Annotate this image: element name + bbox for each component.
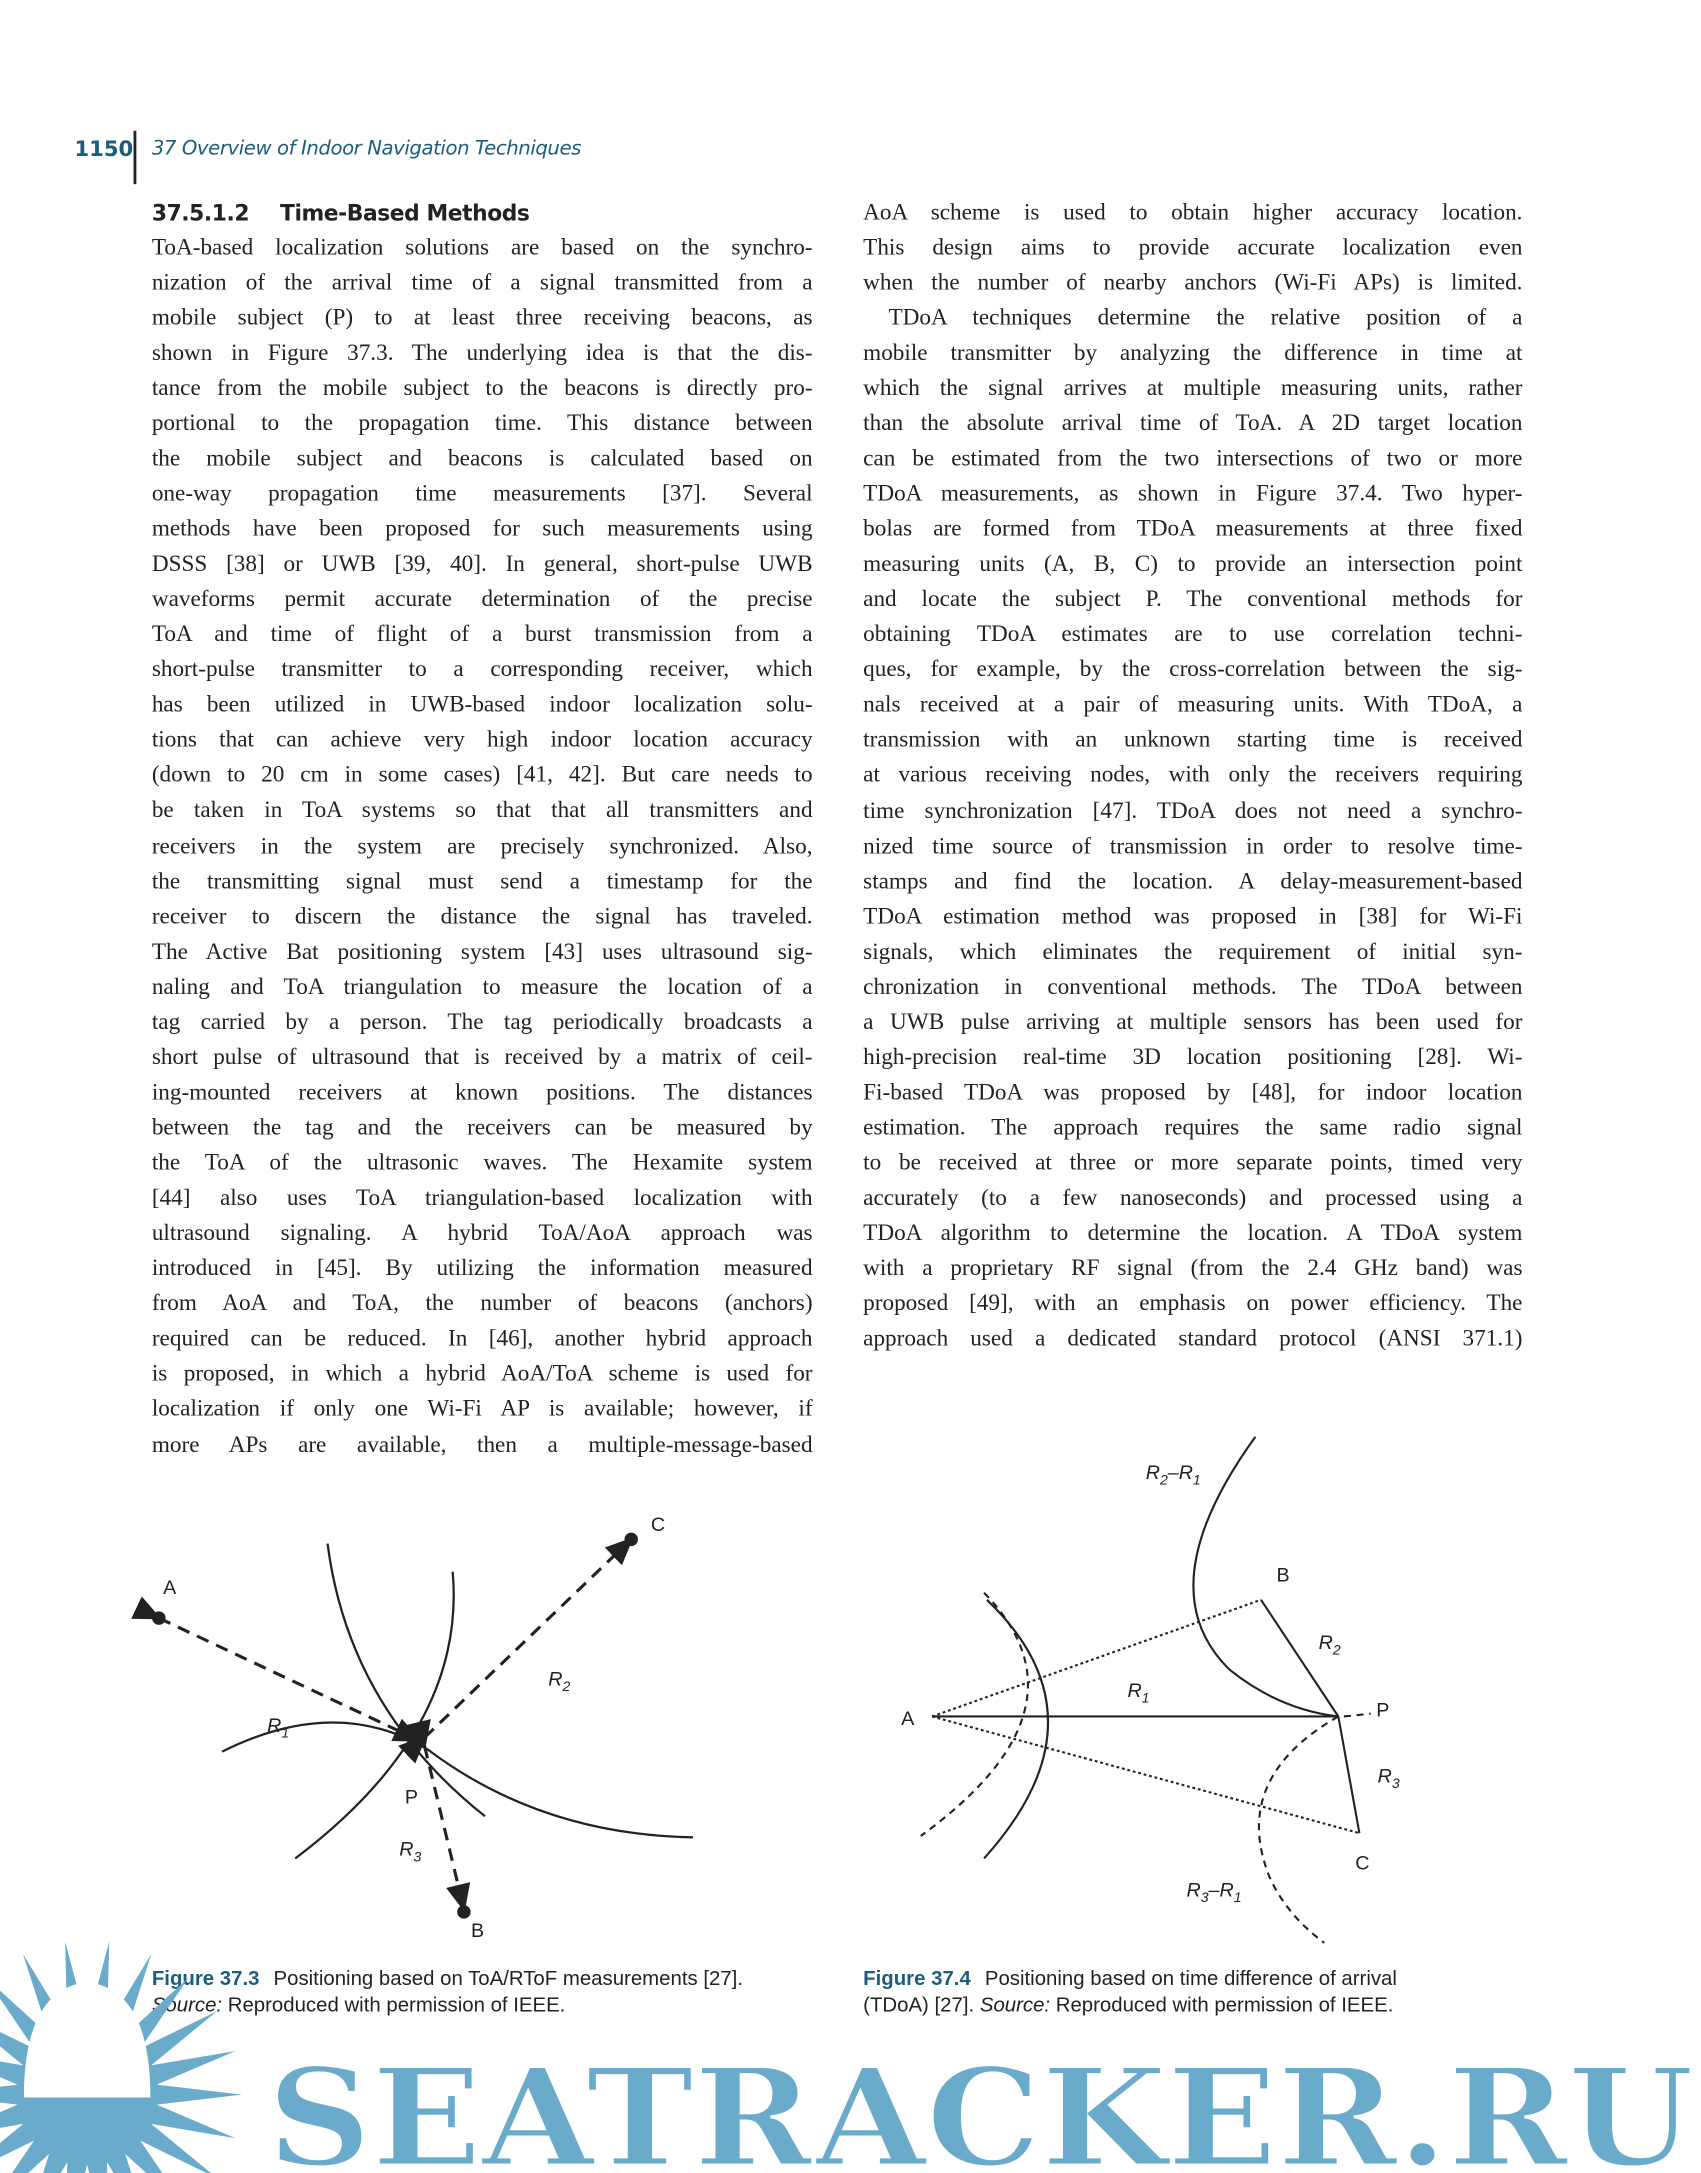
text-line: ques, for example, by the cross-correlation between the sig- [863,655,1523,683]
text-line: has been utilized in UWB-based indoor localization solu- [151,690,813,718]
text-line: estimation. The approach requires the same radio signal [863,1113,1523,1141]
text-line: proposed [49], with an emphasis on power efficiency. The [863,1289,1523,1317]
watermark-text: SEATRACKER.RU [267,2037,1694,2173]
section-title: Time-Based Methods [280,201,530,227]
text-line: ToA and time of flight of a burst transmission from a [151,620,813,647]
label-r2-r1: $R_2-R_1$ [1145,1461,1201,1488]
text-line: short-pulse transmitter to a corresponding receiver, which [151,655,813,683]
text-line: TDoA measurements, as shown in Figure 37.4. Two hyper- [863,479,1523,507]
text-line: approach used a dedicated standard protocol (ANSI 371.1) [863,1324,1523,1352]
text-line: naling and ToA triangulation to measure the location of a [151,972,813,1000]
text-line: short pulse of ultrasound that is received by a matrix of ceil- [151,1042,813,1070]
text-line: be taken in ToA systems so that that all transmitters and [151,796,813,824]
text-line: Fi-based TDoA was proposed by [48], for indoor location [863,1078,1523,1105]
text-line: the mobile subject and beacons is calculated based on [151,444,813,471]
text-line: TDoA techniques determine the relative position of a [888,303,1523,330]
text-line: accurately (to a few nanoseconds) and processed using a [863,1183,1523,1211]
text-line: receiver to discern the distance the signal has traveled. [151,901,813,929]
text-line: The Active Bat positioning system [43] uses ultrasound sig- [151,937,813,964]
text-line: tag carried by a person. The tag periodically broadcasts a [151,1007,813,1035]
label-r1: $R_1$ [267,1714,290,1741]
text-line: a UWB pulse arriving at multiple sensors has been used for [863,1007,1523,1035]
caption-label: Figure 37.4 [863,1968,971,1991]
text-line: time synchronization [47]. TDoA does not need a synchro- [863,796,1523,824]
text-line: This design aims to provide accurate localization even [863,232,1523,260]
label-r2: $R_2$ [548,1668,571,1695]
label-b: B [470,1920,485,1943]
text-line: shown in Figure 37.3. The underlying idea is that the dis- [151,338,813,366]
text-line: is proposed, in which a hybrid AoA/ToA scheme is used for [151,1359,813,1387]
label-a: A [901,1707,915,1730]
label-r3: $R_3$ [1377,1765,1400,1792]
label-r2: $R_2$ [1318,1632,1341,1658]
label-c: C [1355,1852,1370,1875]
text-line: stamps and find the location. A delay-measurement-based [863,866,1523,894]
label-a: A [163,1577,177,1600]
label-b: B [1276,1564,1290,1587]
text-line: nization of the arrival time of a signal transmitted from a [151,267,813,295]
text-line: (down to 20 cm in some cases) [41, 42]. But care needs to [151,761,813,788]
text-line: chronization in conventional methods. The TDoA between [863,972,1523,1000]
text-line: ing-mounted receivers at known positions. The distances [151,1078,813,1105]
text-line: localization if only one Wi-Fi AP is available; however, if [151,1395,813,1422]
label-c: C [650,1513,666,1536]
text-line: obtaining TDoA estimates are to use correlation techni- [863,620,1523,647]
label-r1: $R_1$ [1127,1679,1150,1706]
figure-37-3-caption: Figure 37.3 Positioning based on ToA/RToF measurements [27]. Source: Reproduced with permission of IEEE. [151,1968,744,2018]
text-line: measuring units (A, B, C) to provide an intersection point [863,549,1523,577]
label-p: P [1376,1699,1390,1722]
text-line: signals, which eliminates the requirement of initial syn- [863,937,1523,965]
text-line: nized time source of transmission in order to resolve time- [863,831,1523,859]
label-r3-r1: $R_3-R_1$ [1186,1879,1242,1906]
text-line: methods have been proposed for such measurements using [151,514,813,542]
text-line: and locate the subject P. The conventional methods for [863,585,1523,612]
text-line: high-precision real-time 3D location positioning [28]. Wi- [863,1043,1523,1070]
text-line: mobile subject (P) to at least three receiving beacons, as [151,303,813,330]
section-number: 37.5.1.2 [151,201,250,227]
text-line: more APs are available, then a multiple-message-based [151,1430,813,1458]
text-line: bolas are formed from TDoA measurements at three fixed [863,514,1523,542]
text-line: nals received at a pair of measuring units. With TDoA, a [863,690,1523,718]
text-line: tions that can achieve very high indoor location accuracy [151,725,813,753]
text-line: ToA-based localization solutions are based on the synchro- [151,232,813,260]
text-line: required can be reduced. In [46], another hybrid approach [151,1324,813,1352]
text-line: ultrasound signaling. A hybrid ToA/AoA approach was [151,1219,813,1246]
running-header: 37 Overview of Indoor Navigation Techniques [151,137,582,161]
text-line: between the tag and the receivers can be measured by [151,1113,813,1141]
text-line: to be received at three or more separate points, timed very [863,1148,1523,1176]
text-line: AoA scheme is used to obtain higher accuracy location. [863,197,1523,225]
text-line: TDoA estimation method was proposed in [38] for Wi-Fi [863,902,1523,929]
text-line: which the signal arrives at multiple measuring units, rather [863,373,1523,401]
text-line: transmission with an unknown starting time is received [863,725,1523,753]
text-line: TDoA algorithm to determine the location. A TDoA system [863,1219,1523,1246]
caption-label: Figure 37.3 [151,1968,260,1991]
text-line: introduced in [45]. By utilizing the information measured [151,1254,813,1282]
text-line: than the absolute arrival time of ToA. A 2D target location [863,408,1523,436]
label-r3: $R_3$ [399,1838,422,1865]
text-line: at various receiving nodes, with only the receivers requiring [863,761,1523,788]
text-line: when the number of nearby anchors (Wi-Fi APs) is limited. [863,267,1523,295]
text-line: the ToA of the ultrasonic waves. The Hexamite system [151,1148,813,1176]
text-line: can be estimated from the two intersections of two or more [863,444,1523,471]
text-line: mobile transmitter by analyzing the difference in time at [863,338,1523,366]
text-line: DSSS [38] or UWB [39, 40]. In general, short-pulse UWB [151,549,813,577]
text-line: waveforms permit accurate determination of the precise [151,584,813,612]
text-line: one-way propagation time measurements [37]. Several [151,479,813,506]
text-line: receivers in the system are precisely synchronized. Also, [151,831,813,859]
text-line: portional to the propagation time. This distance between [151,408,813,436]
text-line: from AoA and ToA, the number of beacons (anchors) [151,1289,813,1317]
label-p: P [404,1786,418,1809]
text-line: the transmitting signal must send a timestamp for the [151,866,813,894]
text-line: [44] also uses ToA triangulation-based localization with [151,1183,813,1211]
text-line: tance from the mobile subject to the beacons is directly pro- [151,373,813,401]
figure-37-4-caption: Figure 37.4 Positioning based on time difference of arrival (TDoA) [27]. Source: Reproduced with permission of IEEE. [863,1968,1397,2018]
text-line: with a proprietary RF signal (from the 2.4 GHz band) was [863,1254,1523,1282]
sun-logo [0,1942,242,2173]
page-number: 1150 [74,136,134,162]
